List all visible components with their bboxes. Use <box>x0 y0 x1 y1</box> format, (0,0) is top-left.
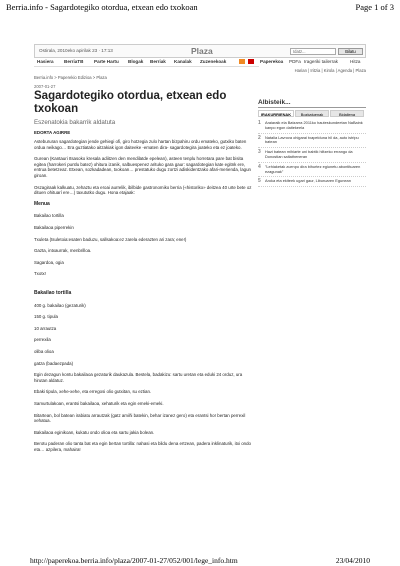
nav-item-zuzenekoak[interactable]: Zuzenekoak <box>200 59 227 64</box>
sidebar <box>258 99 366 189</box>
list-item[interactable]: 5 Aroka eta ekiteek ugari gaur, Liburuaren Egunean <box>258 179 366 187</box>
current-date: Ostirala, 2010eko apirilak 23 · 17:13 <box>39 48 113 53</box>
popular-list <box>258 121 366 187</box>
tab-paperekoa[interactable]: Paperekoa <box>260 59 284 64</box>
print-footer <box>30 556 370 565</box>
menu-item: Gazta, intxaurrak, menbrilloa. <box>34 248 92 254</box>
tab-hitza[interactable]: Hitza <box>350 59 361 64</box>
edition-tabs <box>258 58 366 66</box>
recipe-step: Berotu paderan olio tanta bat eta egin bertan tortilla: nahasi eta bildu dena ertzean, padera inklinaturik, itxi ondo eta… azpilera, mahaira! <box>34 441 251 452</box>
nav-item-kanalak[interactable]: Kanalak <box>174 59 192 64</box>
tab-irakurrienak[interactable]: IRAKURRIENAK <box>258 110 294 117</box>
menu-item: Bakailaoa piperrekin <box>34 225 74 231</box>
nav-item-berriak[interactable]: Berriak <box>150 59 166 64</box>
nav-item-parte-hartu[interactable]: Parte Hartu <box>94 59 119 64</box>
ingredient: gatza (badaezpada) <box>34 360 74 366</box>
print-header <box>6 2 394 12</box>
print-header-title: Berria.info - Sagardotegiko otordua, etxean edo txokoan <box>6 2 198 12</box>
list-item[interactable]: 1 Araiaraik ela Batzarra 2011ko hauteskundeetan NaBaink kanpo egon daitekeela <box>258 121 366 134</box>
tab-irageriki-tailerrak[interactable]: Irageriki tailerrak <box>304 59 338 64</box>
paragraph: Astebururan sagardotegian jende gehiegi ofi, giro hotzegia zulo hartan bizpahiru ordu emateko, gutxiko baten ordua neikago… Era guztiatako aitzakiak igon daiteeke -ematen dira- sagardotegira joateko eta ez joateko. <box>34 139 247 150</box>
ingredient: 10 arrautza <box>34 325 57 331</box>
menu-item: Sagardoa, ogia <box>34 259 64 265</box>
ingredient: 150 g. tipula <box>34 314 58 320</box>
search-button[interactable]: Bilatu <box>338 48 363 55</box>
article-author: EDORTA AGIRRE <box>34 130 71 135</box>
section-brand: Plaza <box>191 46 213 56</box>
tab-bidaliena[interactable]: Bidaliena <box>330 110 364 117</box>
ingredient: perrexila <box>34 337 51 343</box>
footer-date: 23/04/2010 <box>335 556 370 565</box>
section-links[interactable]: Harian | Iritzia | Kirola | Agenda | Plaza <box>294 68 366 73</box>
recipe-step: Bakailaoa eginikoan, kukatu ondo olioa eta sartu jakia bolean. <box>34 429 155 435</box>
tab-bozkatuenak[interactable]: Bozkatuenak <box>295 110 329 117</box>
article-body <box>34 130 256 456</box>
recipe-heading: Bakailao tortilla <box>34 290 72 296</box>
article-subtitle: Eszenatokia bakarrik aldatuta <box>34 119 116 126</box>
paragraph: Oszagiraak kalkuatu, zehaztu eta eroai aurrelik, ibilbide gastronomiko berria («historiko» deitzea 40 urte bete oz dituen ohituarí ere…) taxututko dugu. Hona etajaak: <box>34 184 252 196</box>
nav-item-berriatb[interactable]: BerriaTB <box>64 59 84 64</box>
web-page <box>34 44 366 550</box>
menu-item: Txuleta (tsuletoia:esaten baduzu, sallsakoa:ez zarela ederazten ari zara; ene!) <box>34 236 187 242</box>
breadcrumb[interactable]: Berria.info > Paperekio Edizioa > Plaza <box>34 75 107 80</box>
recipe-step: Egin dezagun kontu bakailaoa gezaturik daukazula. Bestela, badakizu: sartu uretan eta eduki 24 orduz, ura hirutan aldatuz. <box>34 372 243 383</box>
search-input[interactable]: Idatz... <box>290 48 336 55</box>
recipe-step: Samurtulakoan, erantsi bakailaoa, xehaturik eta egin emeki-emeki. <box>34 400 164 406</box>
article-date: 2007-01-27 <box>34 84 56 89</box>
page-number: Page 1 of 3 <box>355 2 394 12</box>
list-item[interactable]: 4 "Lehiaketak zuenpo dira bihurtez egiunetu abontituaren ezagunak" <box>258 165 366 178</box>
main-nav <box>34 58 259 67</box>
recipe-step: Ebaki tipula, xehe-xehe, eta erregosi olio gutxitan, su eztian. <box>34 389 152 395</box>
recipe-step: Bitartean, bol batean irabiatu arrautzak (gatz amiñi batekin, behar izanez gero) eta erantsi hor bertan perrexil xehatua. <box>34 412 246 424</box>
menu-item: Txotx! <box>34 271 46 277</box>
footer-url: http://paperekoa.berria.info/plaza/2007-01-27/052/001/lege_info.htm <box>30 556 238 565</box>
list-item[interactable]: 3 Hazi batean mihiarte uni babtik hiltzeko errango da Donostian saltatheneran <box>258 150 366 163</box>
top-bar <box>34 44 366 58</box>
menu-item: Bakailao tortilla <box>34 213 64 219</box>
ingredient: oliba olioa <box>34 348 54 354</box>
paragraph: Gurean (Kantauri Itsasoko kresala adiitzen den mendilatde epelean), asteen tenplu horretara pare bat bisita egitea (harrokeri puntlu batez) ohitura izanik, salbuespenez arituko gara gaur: sagardotegian kate egitnk ere, entrua betetzeaz. Etxean, sozkadadean, txokoan… prestatuko dugu zortzi adiskidentzako afari-merienda, lagun giroan. <box>34 156 251 179</box>
arrow-icon[interactable] <box>248 59 254 64</box>
ingredient: 400 g. bakailao (gezaturik) <box>34 302 86 308</box>
nav-item-hasiera[interactable]: Hasiera <box>37 59 54 64</box>
sidebar-tabs <box>258 110 366 118</box>
rss-icon[interactable] <box>239 59 245 64</box>
article-title: Sagardotegiko otordua, etxean edo txokoan <box>34 90 227 115</box>
tab-pdfa[interactable]: PDFa <box>289 59 301 64</box>
sidebar-title: Albisteik... <box>258 99 366 108</box>
menu-heading: Menua <box>34 200 50 207</box>
nav-item-blogak[interactable]: Blogak <box>128 59 144 64</box>
list-item[interactable]: 2 Natalia Lavrova ohigarai txapelduna hil da, auto istripu batean <box>258 136 366 149</box>
